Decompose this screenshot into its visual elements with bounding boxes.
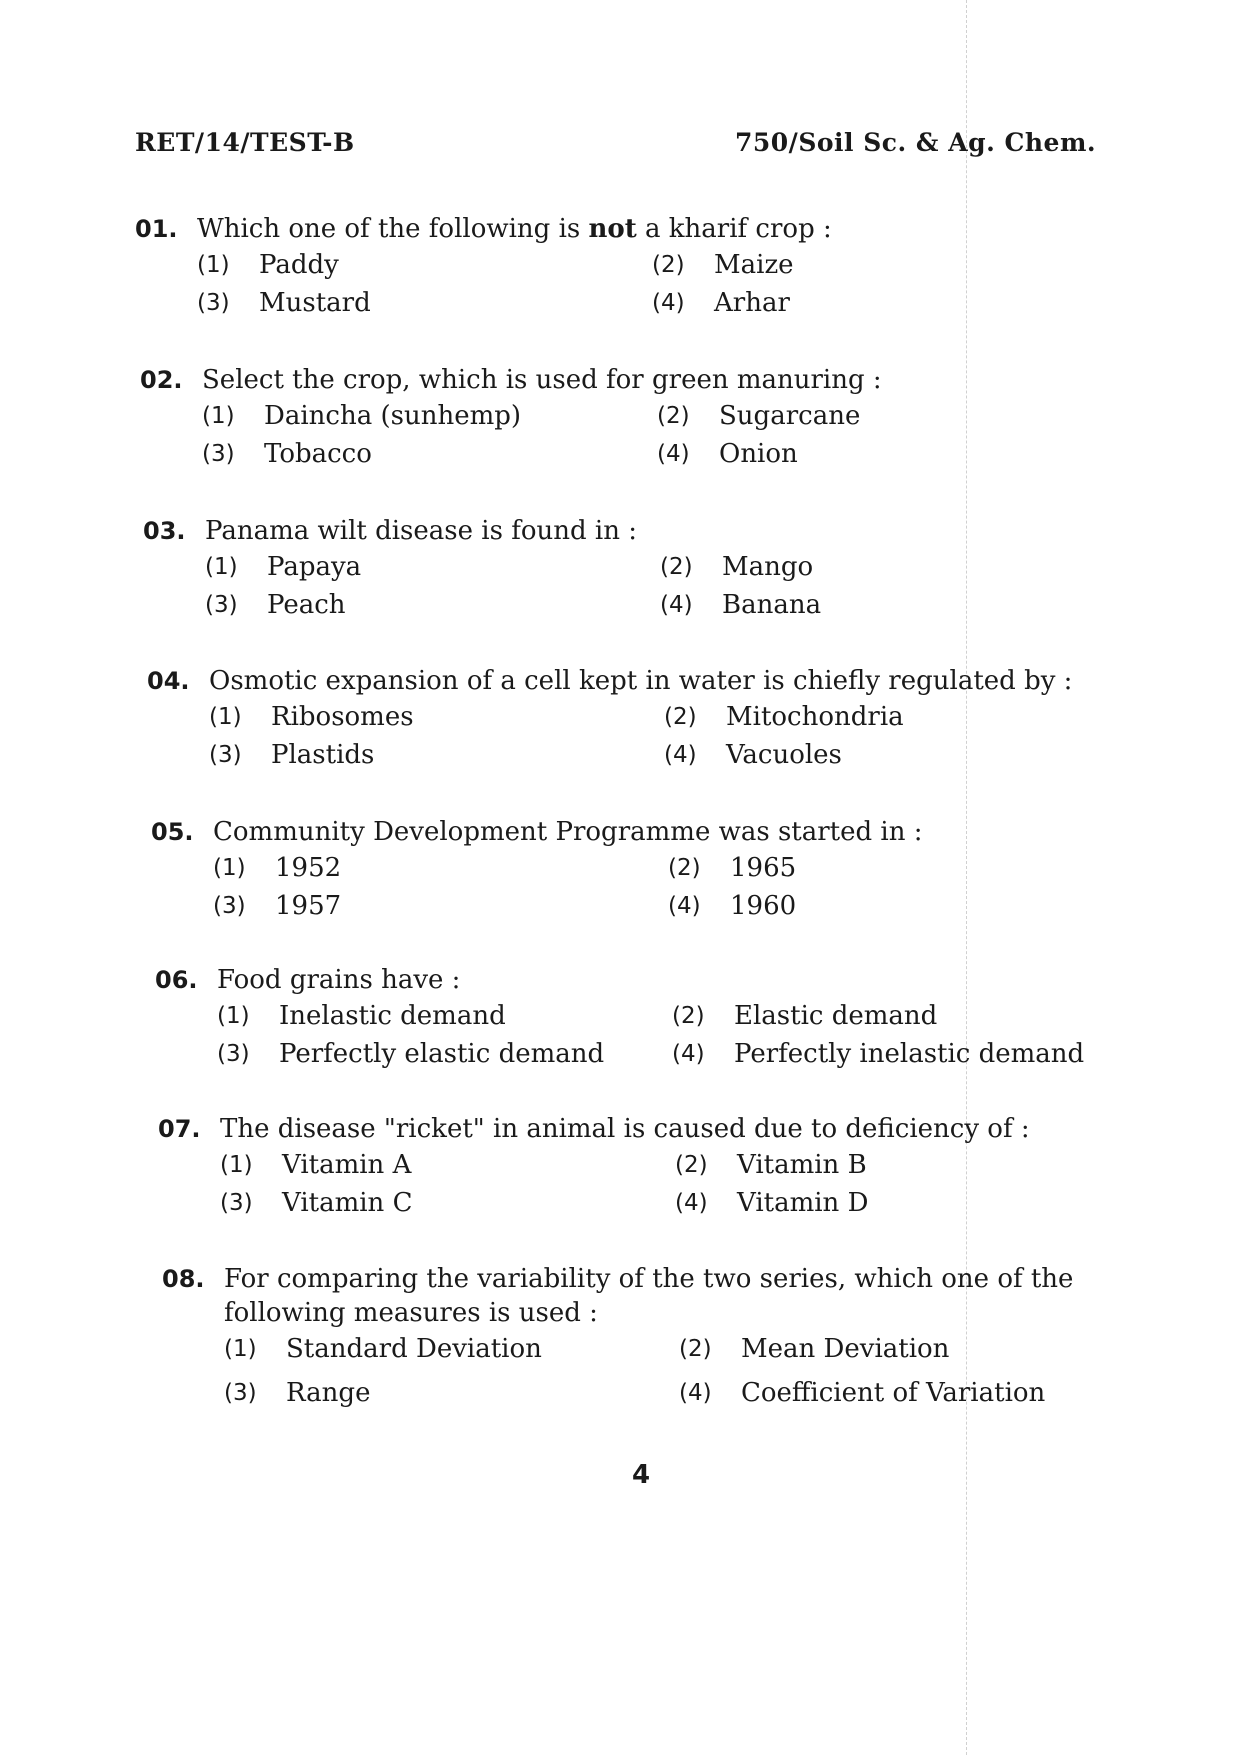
option-1: (1) 1952 [213,853,342,883]
question-5 [151,815,1141,923]
option-2: (2) Mitochondria [664,702,904,732]
subject-code: 750/Soil Sc. & Ag. Chem. [735,128,1097,157]
option-4: (4) Vitamin D [675,1188,869,1218]
option-3: (3) Mustard [197,288,371,318]
option-2: (2) Elastic demand [672,1001,938,1031]
question-text: The disease "ricket" in animal is caused due to deficiency of : [220,1114,1030,1144]
option-1: (1) Inelastic demand [217,1001,506,1031]
exam-code: RET/14/TEST-B [135,128,355,157]
question-number: 02. [140,366,183,394]
question-3 [143,514,1133,622]
question-text: Community Development Programme was started in : [213,817,923,847]
page-number: 4 [632,1460,651,1490]
question-text: Food grains have : [217,965,461,995]
option-4: (4) 1960 [668,891,797,921]
option-3: (3) Vitamin C [220,1188,413,1218]
question-text: Select the crop, which is used for green manuring : [202,365,882,395]
option-1: (1) Ribosomes [209,702,414,732]
option-4: (4) Arhar [652,288,790,318]
question-number: 06. [155,966,198,994]
question-number: 03. [143,517,186,545]
option-2: (2) Sugarcane [657,401,861,431]
option-1: (1) Standard Deviation [224,1334,542,1364]
option-2: (2) Mean Deviation [679,1334,950,1364]
option-3: (3) Range [224,1378,371,1408]
question-7 [158,1112,1148,1220]
option-4: (4) Onion [657,439,798,469]
option-3: (3) Tobacco [202,439,372,469]
question-number: 04. [147,667,190,695]
option-2: (2) 1965 [668,853,797,883]
question-number: 01. [135,215,178,243]
option-3: (3) 1957 [213,891,342,921]
option-3: (3) Peach [205,590,346,620]
option-4: (4) Perfectly inelastic demand [672,1039,1085,1069]
option-4: (4) Vacuoles [664,740,842,770]
question-number: 07. [158,1115,201,1143]
question-number: 08. [162,1265,205,1293]
question-text: Panama wilt disease is found in : [205,516,637,546]
question-8 [162,1262,1127,1410]
option-2: (2) Vitamin B [675,1150,867,1180]
option-4: (4) Banana [660,590,822,620]
option-3: (3) Plastids [209,740,375,770]
question-4 [147,664,1137,772]
option-1: (1) Papaya [205,552,362,582]
option-4: (4) Coefficient of Variation [679,1378,1046,1408]
option-3: (3) Perfectly elastic demand [217,1039,605,1069]
question-2 [140,363,1130,471]
option-2: (2) Maize [652,250,794,280]
question-1 [135,212,1125,320]
question-number: 05. [151,818,194,846]
question-text: Osmotic expansion of a cell kept in water is chiefly regulated by : [209,666,1073,696]
option-2: (2) Mango [660,552,814,582]
question-text: For comparing the variability of the two series, which one of the following measures is used : [224,1264,1074,1328]
option-1: (1) Daincha (sunhemp) [202,401,522,431]
question-6 [155,963,1145,1071]
option-1: (1) Paddy [197,250,339,280]
option-1: (1) Vitamin A [220,1150,412,1180]
question-text: Which one of the following is not a kharif crop : [197,214,832,244]
